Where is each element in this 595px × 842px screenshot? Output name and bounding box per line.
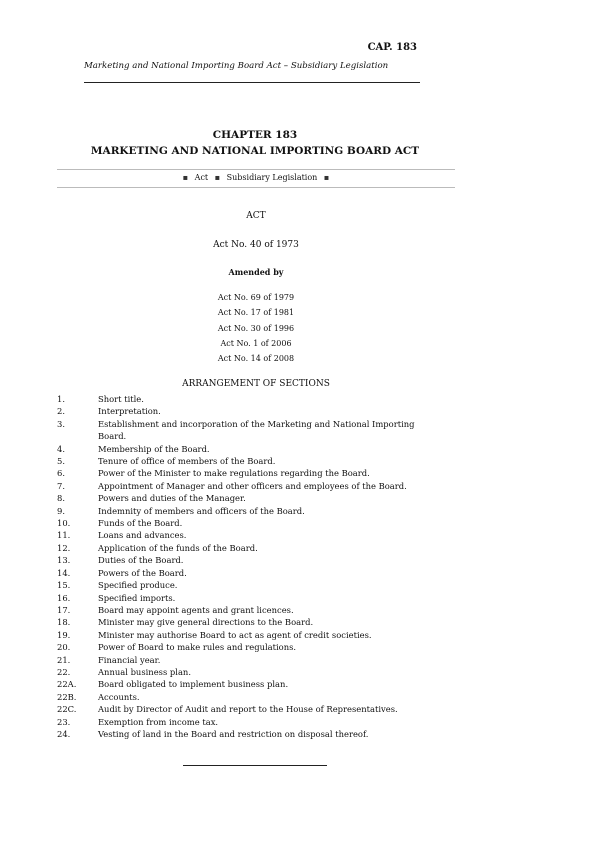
document-nav xyxy=(57,173,455,182)
section-number: 2. xyxy=(57,406,65,417)
section-number: 1. xyxy=(57,394,65,404)
section-number: 22B. xyxy=(57,691,77,702)
section-number: 16. xyxy=(57,592,71,603)
section-title: Audit by Director of Audit and report to the House of Representatives. xyxy=(98,704,398,715)
section-number: 6. xyxy=(57,468,65,479)
section-title: Short title. xyxy=(98,394,144,404)
section-row[interactable] xyxy=(0,592,595,604)
chapter-title-line1: CHAPTER 183 xyxy=(212,129,298,141)
amendment-item: Act No. 14 of 2008 xyxy=(217,354,295,364)
section-row[interactable] xyxy=(0,554,595,566)
section-row[interactable] xyxy=(0,678,595,690)
act-number: Act No. 40 of 1973 xyxy=(213,240,299,250)
section-row[interactable] xyxy=(0,703,595,715)
nav-divider-top xyxy=(57,169,455,170)
section-number: 11. xyxy=(57,530,71,541)
section-number: 4. xyxy=(57,443,65,454)
nav-link-act[interactable]: Act xyxy=(194,173,209,182)
section-row[interactable] xyxy=(0,654,595,666)
section-number: 19. xyxy=(57,629,71,640)
section-row[interactable] xyxy=(0,604,595,616)
section-title: Indemnity of members and officers of the Board. xyxy=(98,505,305,516)
section-number: 9. xyxy=(57,505,65,516)
amendment-item: Act No. 17 of 1981 xyxy=(217,308,295,318)
section-row[interactable] xyxy=(0,716,595,728)
section-row[interactable] xyxy=(0,691,595,703)
section-title: Appointment of Manager and other officers and employees of the Board. xyxy=(98,480,407,491)
running-header: Marketing and National Importing Board Act – Subsidiary Legislation xyxy=(84,61,389,71)
section-number: 13. xyxy=(57,555,71,566)
header-divider xyxy=(84,82,420,83)
footer-divider xyxy=(183,765,327,766)
section-row[interactable] xyxy=(0,505,595,517)
chapter-number: CAP. 183 xyxy=(367,42,417,53)
section-title: Membership of the Board. xyxy=(98,443,210,454)
section-title: Interpretation. xyxy=(98,406,161,417)
section-title: Minister may give general directions to the Board. xyxy=(98,617,314,628)
section-number: 14. xyxy=(57,567,71,578)
section-title: Tenure of office of members of the Board. xyxy=(98,456,276,467)
section-number: 20. xyxy=(57,642,71,653)
section-title: Funds of the Board. xyxy=(98,518,183,529)
section-number: 10. xyxy=(57,518,71,529)
section-title: Powers and duties of the Manager. xyxy=(98,493,246,504)
sections-list xyxy=(0,393,595,740)
section-title: Duties of the Board. xyxy=(98,555,184,566)
section-title: Exemption from income tax. xyxy=(98,716,219,727)
section-title: Minister may authorise Board to act as agent of credit societies. xyxy=(98,629,372,640)
section-row[interactable] xyxy=(0,467,595,479)
section-title: Power of Board to make rules and regulations. xyxy=(98,642,297,653)
section-title: Application of the funds of the Board. xyxy=(98,542,258,553)
section-title: Specified imports. xyxy=(98,592,176,603)
section-row[interactable] xyxy=(0,641,595,653)
section-number: 12. xyxy=(57,542,71,553)
section-number: 18. xyxy=(57,617,71,628)
section-number: 8. xyxy=(57,493,65,504)
bullet-icon: ▪ xyxy=(214,173,221,182)
section-row[interactable] xyxy=(0,728,595,740)
nav-link-subsidiary-legislation[interactable]: Subsidiary Legislation xyxy=(226,173,318,182)
section-row[interactable] xyxy=(0,418,595,443)
section-number: 22C. xyxy=(57,704,77,715)
section-row[interactable] xyxy=(0,579,595,591)
section-row[interactable] xyxy=(0,455,595,467)
arrangement-title: ARRANGEMENT OF SECTIONS xyxy=(182,379,330,389)
chapter-title-line2: MARKETING AND NATIONAL IMPORTING BOARD ACT xyxy=(90,145,420,157)
section-title: Board obligated to implement business plan. xyxy=(98,679,289,690)
section-title: Establishment and incorporation of the Marketing and National Importing Board. xyxy=(98,418,415,442)
section-title: Financial year. xyxy=(98,654,161,665)
section-number: 23. xyxy=(57,716,71,727)
section-number: 7. xyxy=(57,480,65,491)
section-title: Annual business plan. xyxy=(98,666,191,677)
chapter-title xyxy=(60,127,450,159)
section-row[interactable] xyxy=(0,443,595,455)
amendment-item: Act No. 30 of 1996 xyxy=(217,323,295,333)
section-row[interactable] xyxy=(0,405,595,417)
section-number: 21. xyxy=(57,654,71,665)
section-row[interactable] xyxy=(0,393,595,405)
section-row[interactable] xyxy=(0,542,595,554)
section-title: Accounts. xyxy=(98,691,140,702)
section-title: Specified produce. xyxy=(98,580,178,591)
section-row[interactable] xyxy=(0,529,595,541)
section-number: 5. xyxy=(57,456,65,467)
nav-divider-bottom xyxy=(57,187,455,188)
section-title: Board may appoint agents and grant licences. xyxy=(98,604,294,615)
bullet-icon: ▪ xyxy=(182,173,189,182)
section-title: Powers of the Board. xyxy=(98,567,187,578)
amendment-list xyxy=(57,290,455,366)
amendment-item: Act No. 69 of 1979 xyxy=(217,293,295,302)
section-number: 24. xyxy=(57,728,71,739)
act-heading: ACT xyxy=(246,211,266,221)
section-title: Loans and advances. xyxy=(98,530,187,541)
section-number: 15. xyxy=(57,580,71,591)
section-title: Power of the Minister to make regulations regarding the Board. xyxy=(98,468,370,479)
section-number: 22. xyxy=(57,666,71,677)
section-title: Vesting of land in the Board and restriction on disposal thereof. xyxy=(98,728,369,739)
section-row[interactable] xyxy=(0,666,595,678)
section-row[interactable] xyxy=(0,480,595,492)
section-row[interactable] xyxy=(0,567,595,579)
bullet-icon: ▪ xyxy=(323,173,330,182)
amendment-item: Act No. 1 of 2006 xyxy=(220,338,292,348)
section-number: 3. xyxy=(57,418,65,429)
section-row[interactable] xyxy=(0,616,595,628)
section-number: 22A. xyxy=(57,679,77,690)
amended-by-heading: Amended by xyxy=(228,267,284,277)
section-row[interactable] xyxy=(0,492,595,504)
section-row[interactable] xyxy=(0,517,595,529)
section-number: 17. xyxy=(57,604,71,615)
section-row[interactable] xyxy=(0,629,595,641)
